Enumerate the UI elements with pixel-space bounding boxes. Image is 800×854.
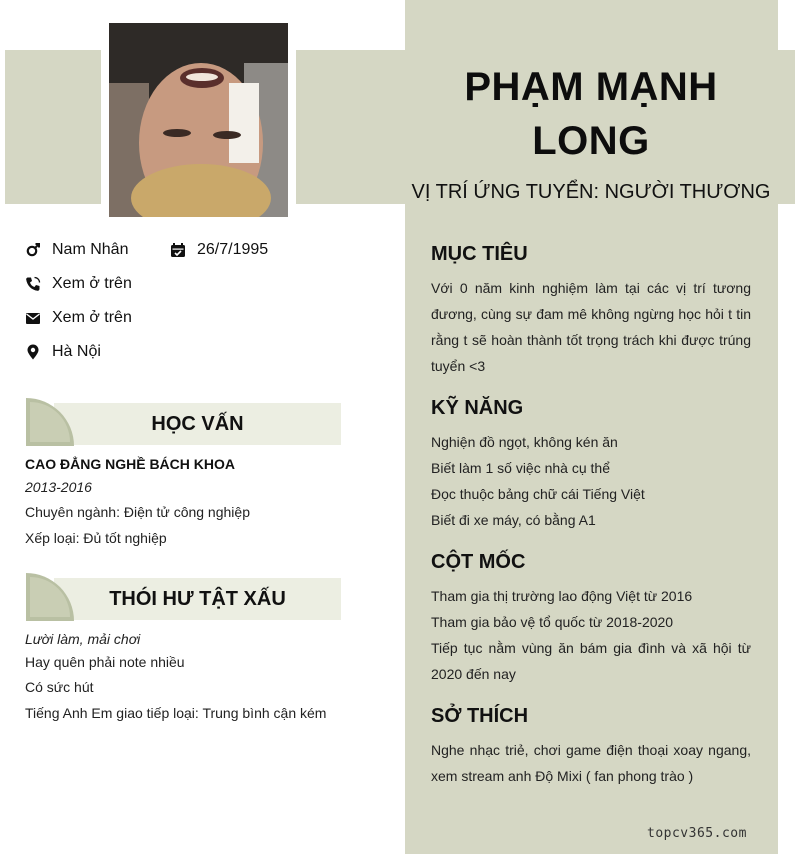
phone-label: Xem ở trên: [52, 275, 132, 292]
gender-icon: [25, 242, 41, 258]
list-item: Tiếp tục nằm vùng ăn bám gia đình và xã hội từ 2020 đến nay: [431, 640, 751, 682]
list-item: Tham gia thị trường lao động Việt từ 2016: [431, 588, 693, 604]
contact-phone: [25, 275, 132, 293]
address-label: Hà Nội: [52, 343, 101, 360]
list-item: Biết đi xe máy, có bằng A1: [431, 512, 596, 528]
objective-text: Với 0 năm kinh nghiệm làm tại các vị trí tương đương, cùng sự đam mê không ngừng học hỏi t tin rằng t sẽ hoàn thành tốt trọng trách khi được trúng tuyển <3: [431, 280, 751, 374]
candidate-name: PHẠM MẠNH LONG: [464, 65, 718, 163]
objective-title: MỤC TIÊU: [431, 243, 528, 265]
envelope-icon: [25, 310, 41, 326]
school-period: 2013-2016: [25, 479, 92, 495]
list-item: Tiếng Anh Em giao tiếp loại: Trung bình cận kém: [25, 705, 327, 721]
education-heading: [26, 398, 341, 442]
calendar-icon: [170, 242, 186, 258]
hobbies-title: SỞ THÍCH: [431, 705, 529, 727]
list-item: Tham gia bảo vệ tổ quốc từ 2018-2020: [431, 614, 674, 630]
milestones-title: CỘT MỐC: [431, 551, 526, 573]
school-major: Chuyên ngành: Điện tử công nghiệp: [25, 504, 250, 520]
list-item: Biết làm 1 số việc nhà cụ thể: [431, 460, 610, 476]
hobbies-text: Nghe nhạc triẻ, chơi game điện thoại xoay ngang, xem stream anh Độ Mixi ( fan phong trào ): [431, 742, 751, 784]
profile-photo: [109, 23, 288, 217]
contact-email: [25, 309, 132, 327]
contact-address: [25, 343, 101, 361]
bad-habits-title: THÓI HƯ TẬT XẤU: [109, 588, 286, 610]
contact-birthday: [170, 241, 268, 259]
bad-habits-heading: [26, 573, 341, 617]
map-pin-icon: [25, 344, 41, 360]
gender-label: Nam Nhân: [52, 241, 129, 258]
header-band-left: [5, 50, 101, 204]
list-item: Có sức hút: [25, 679, 94, 695]
list-item: Nghiện đồ ngọt, không kén ăn: [431, 434, 618, 450]
school-grade: Xếp loại: Đủ tốt nghiệp: [25, 530, 167, 546]
list-item: Hay quên phải note nhiều: [25, 654, 185, 670]
contact-gender: [25, 241, 128, 259]
skills-title: KỸ NĂNG: [431, 397, 524, 419]
birthday-label: 26/7/1995: [197, 241, 269, 258]
school-name: CAO ĐẲNG NGHỀ BÁCH KHOA: [25, 456, 235, 472]
watermark: topcv365.com: [647, 826, 747, 841]
education-title: HỌC VẤN: [151, 413, 244, 435]
list-item: Đọc thuộc bảng chữ cái Tiếng Việt: [431, 486, 645, 502]
phone-icon: [25, 276, 41, 292]
bad-habits-lead: Lười làm, mải chơi: [25, 631, 141, 647]
applied-position: VỊ TRÍ ỨNG TUYỂN: NGƯỜI THƯƠNG: [411, 181, 771, 203]
email-label: Xem ở trên: [52, 309, 132, 326]
